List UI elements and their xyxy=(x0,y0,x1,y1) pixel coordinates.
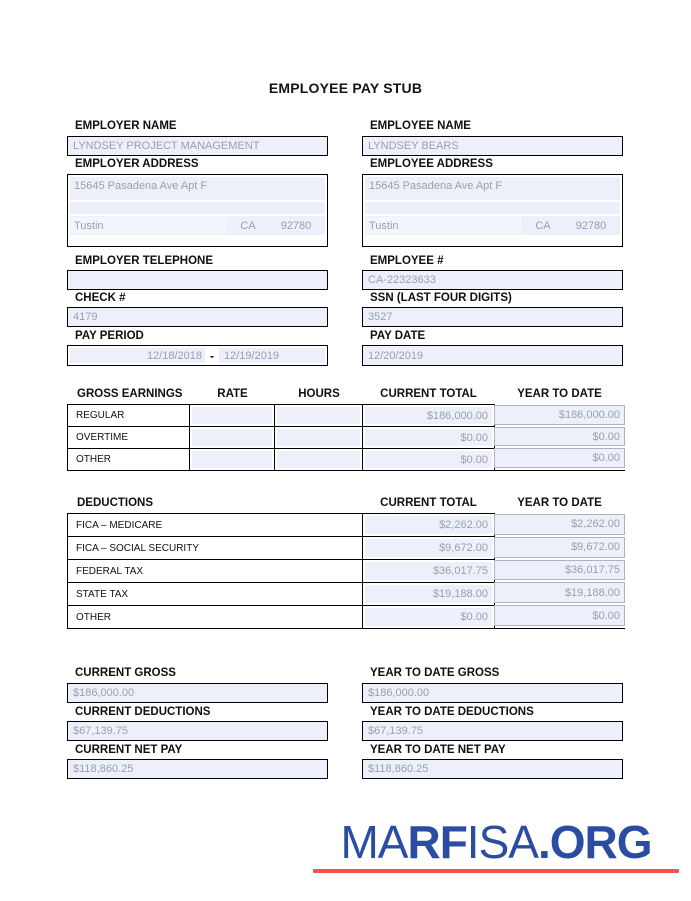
ytd-net-pay-value: $118,860.25 xyxy=(368,763,429,775)
employee-name-field[interactable] xyxy=(362,136,623,156)
gross-ytd-header: YEAR TO DATE xyxy=(517,388,602,400)
ssn-label: SSN (LAST FOUR DIGITS) xyxy=(370,292,512,304)
current-net-pay-value: $118,860.25 xyxy=(73,763,134,775)
ytd-gross-field[interactable] xyxy=(362,683,623,703)
rate-cell[interactable] xyxy=(190,427,275,448)
employer-name-field[interactable] xyxy=(67,136,328,156)
current-deductions-label: CURRENT DEDUCTIONS xyxy=(75,706,211,718)
pay-period-field[interactable] xyxy=(67,345,328,366)
employee-number-value: CA-22323633 xyxy=(368,274,436,286)
table-row xyxy=(68,514,494,536)
employer-address-line2[interactable] xyxy=(70,202,325,214)
gross-row-label: OVERTIME xyxy=(68,427,190,448)
hours-cell[interactable] xyxy=(275,449,363,470)
pay-date-label: PAY DATE xyxy=(370,330,426,342)
hours-cell[interactable] xyxy=(275,427,363,448)
pay-period-separator: - xyxy=(210,348,214,363)
deduction-row-label: OTHER xyxy=(68,606,363,628)
hours-header: HOURS xyxy=(298,388,340,400)
deductions-header: DEDUCTIONS xyxy=(77,497,154,509)
employer-address-label: EMPLOYER ADDRESS xyxy=(75,158,199,170)
table-row xyxy=(68,426,494,448)
employee-name-value: LYNDSEY BEARS xyxy=(368,140,459,152)
current-gross-value: $186,000.00 xyxy=(73,687,135,699)
ytd-cell[interactable]: $0.00 xyxy=(494,605,625,626)
gross-earnings-header: GROSS EARNINGS xyxy=(77,388,183,400)
employee-address-box[interactable] xyxy=(362,174,623,247)
employee-address-line2[interactable] xyxy=(365,202,620,214)
logo-underline xyxy=(313,869,679,873)
current-total-cell[interactable]: $0.00 xyxy=(363,606,494,628)
pay-period-label: PAY PERIOD xyxy=(75,330,144,342)
ytd-cell[interactable]: $19,188.00 xyxy=(494,582,625,603)
employer-address-line1[interactable]: 15645 Pasadena Ave Apt F xyxy=(70,177,325,200)
employee-state-field[interactable]: CA xyxy=(535,219,551,232)
table-row xyxy=(68,448,494,470)
rate-cell[interactable] xyxy=(190,449,275,470)
check-number-value: 4179 xyxy=(73,311,98,323)
ytd-net-pay-field[interactable] xyxy=(362,759,623,779)
ssn-field[interactable] xyxy=(362,307,623,327)
table-row xyxy=(68,405,494,426)
current-total-cell[interactable]: $19,188.00 xyxy=(363,583,494,605)
employer-name-value: LYNDSEY PROJECT MANAGEMENT xyxy=(73,140,260,152)
pay-period-end-field[interactable]: 12/19/2019 xyxy=(219,348,325,363)
ytd-deductions-value: $67,139.75 xyxy=(368,725,424,737)
current-total-cell[interactable]: $2,262.00 xyxy=(363,514,494,536)
current-total-cell[interactable]: $186,000.00 xyxy=(363,405,494,426)
check-number-label: CHECK # xyxy=(75,292,126,304)
pay-date-field[interactable] xyxy=(362,345,623,366)
employee-city-field[interactable]: Tustin xyxy=(365,217,522,234)
ytd-net-pay-label: YEAR TO DATE NET PAY xyxy=(370,744,506,756)
deductions-table xyxy=(67,513,495,629)
deduction-row-label: FICA – SOCIAL SECURITY xyxy=(68,537,363,559)
employer-zip-field[interactable]: 92780 xyxy=(280,219,312,232)
page-title: EMPLOYEE PAY STUB xyxy=(268,80,423,96)
current-total-cell[interactable]: $0.00 xyxy=(363,427,494,448)
table-row xyxy=(68,582,494,605)
employee-name-label: EMPLOYEE NAME xyxy=(370,120,471,132)
current-gross-label: CURRENT GROSS xyxy=(75,667,176,679)
employer-city-field[interactable]: Tustin xyxy=(70,217,227,234)
gross-row-label: OTHER xyxy=(68,449,190,470)
deduction-row-label: STATE TAX xyxy=(68,583,363,605)
table-row xyxy=(68,605,494,628)
table-row xyxy=(68,559,494,582)
deduction-row-label: FICA – MEDICARE xyxy=(68,514,363,536)
check-number-field[interactable] xyxy=(67,307,328,327)
employer-address-csz-row xyxy=(70,216,325,235)
current-net-pay-field[interactable] xyxy=(67,759,328,779)
pay-period-start-field[interactable]: 12/18/2018 xyxy=(70,348,205,363)
employee-address-label: EMPLOYEE ADDRESS xyxy=(370,158,493,170)
employer-name-label: EMPLOYER NAME xyxy=(75,120,177,132)
deductions-ytd-header: YEAR TO DATE xyxy=(517,497,602,509)
ytd-cell[interactable]: $2,262.00 xyxy=(494,514,625,535)
deductions-ytd-column xyxy=(494,513,625,629)
employee-address-csz-row xyxy=(365,216,620,235)
table-row xyxy=(68,536,494,559)
ytd-cell[interactable]: $9,672.00 xyxy=(494,537,625,558)
rate-header: RATE xyxy=(217,388,248,400)
gross-ytd-column xyxy=(494,404,625,471)
current-deductions-field[interactable] xyxy=(67,721,328,741)
employee-number-field[interactable] xyxy=(362,270,623,290)
deduction-row-label: FEDERAL TAX xyxy=(68,560,363,582)
employee-zip-field[interactable]: 92780 xyxy=(575,219,607,232)
current-total-cell[interactable]: $36,017.75 xyxy=(363,560,494,582)
gross-earnings-table xyxy=(67,404,495,471)
employee-address-line1[interactable]: 15645 Pasadena Ave Apt F xyxy=(365,177,620,200)
employee-number-label: EMPLOYEE # xyxy=(370,255,444,267)
current-net-pay-label: CURRENT NET PAY xyxy=(75,744,183,756)
current-total-cell[interactable]: $9,672.00 xyxy=(363,537,494,559)
employer-address-box[interactable] xyxy=(67,174,328,247)
ytd-gross-label: YEAR TO DATE GROSS xyxy=(370,667,500,679)
current-total-cell[interactable]: $0.00 xyxy=(363,449,494,470)
ytd-gross-value: $186,000.00 xyxy=(368,687,430,699)
employer-state-field[interactable]: CA xyxy=(240,219,256,232)
marfisa-logo xyxy=(313,818,679,873)
current-gross-field[interactable] xyxy=(67,683,328,703)
ytd-cell[interactable]: $36,017.75 xyxy=(494,560,625,581)
gross-current-total-header: CURRENT TOTAL xyxy=(380,388,477,400)
employer-telephone-label: EMPLOYER TELEPHONE xyxy=(75,255,214,267)
ytd-deductions-label: YEAR TO DATE DEDUCTIONS xyxy=(370,706,534,718)
hours-cell[interactable] xyxy=(275,405,363,426)
pay-date-value: 12/20/2019 xyxy=(368,349,424,362)
ytd-cell[interactable]: $0.00 xyxy=(494,427,625,447)
marfisa-logo-text: MARFISA.ORG xyxy=(340,816,652,868)
rate-cell[interactable] xyxy=(190,405,275,426)
ytd-cell[interactable]: $0.00 xyxy=(494,448,625,468)
ytd-deductions-field[interactable] xyxy=(362,721,623,741)
ytd-cell[interactable]: $186,000.00 xyxy=(494,405,625,425)
gross-row-label: REGULAR xyxy=(68,405,190,426)
deductions-current-total-header: CURRENT TOTAL xyxy=(380,497,477,509)
ssn-value: 3527 xyxy=(368,311,393,323)
current-deductions-value: $67,139.75 xyxy=(73,725,129,737)
employer-telephone-field[interactable] xyxy=(67,270,328,290)
